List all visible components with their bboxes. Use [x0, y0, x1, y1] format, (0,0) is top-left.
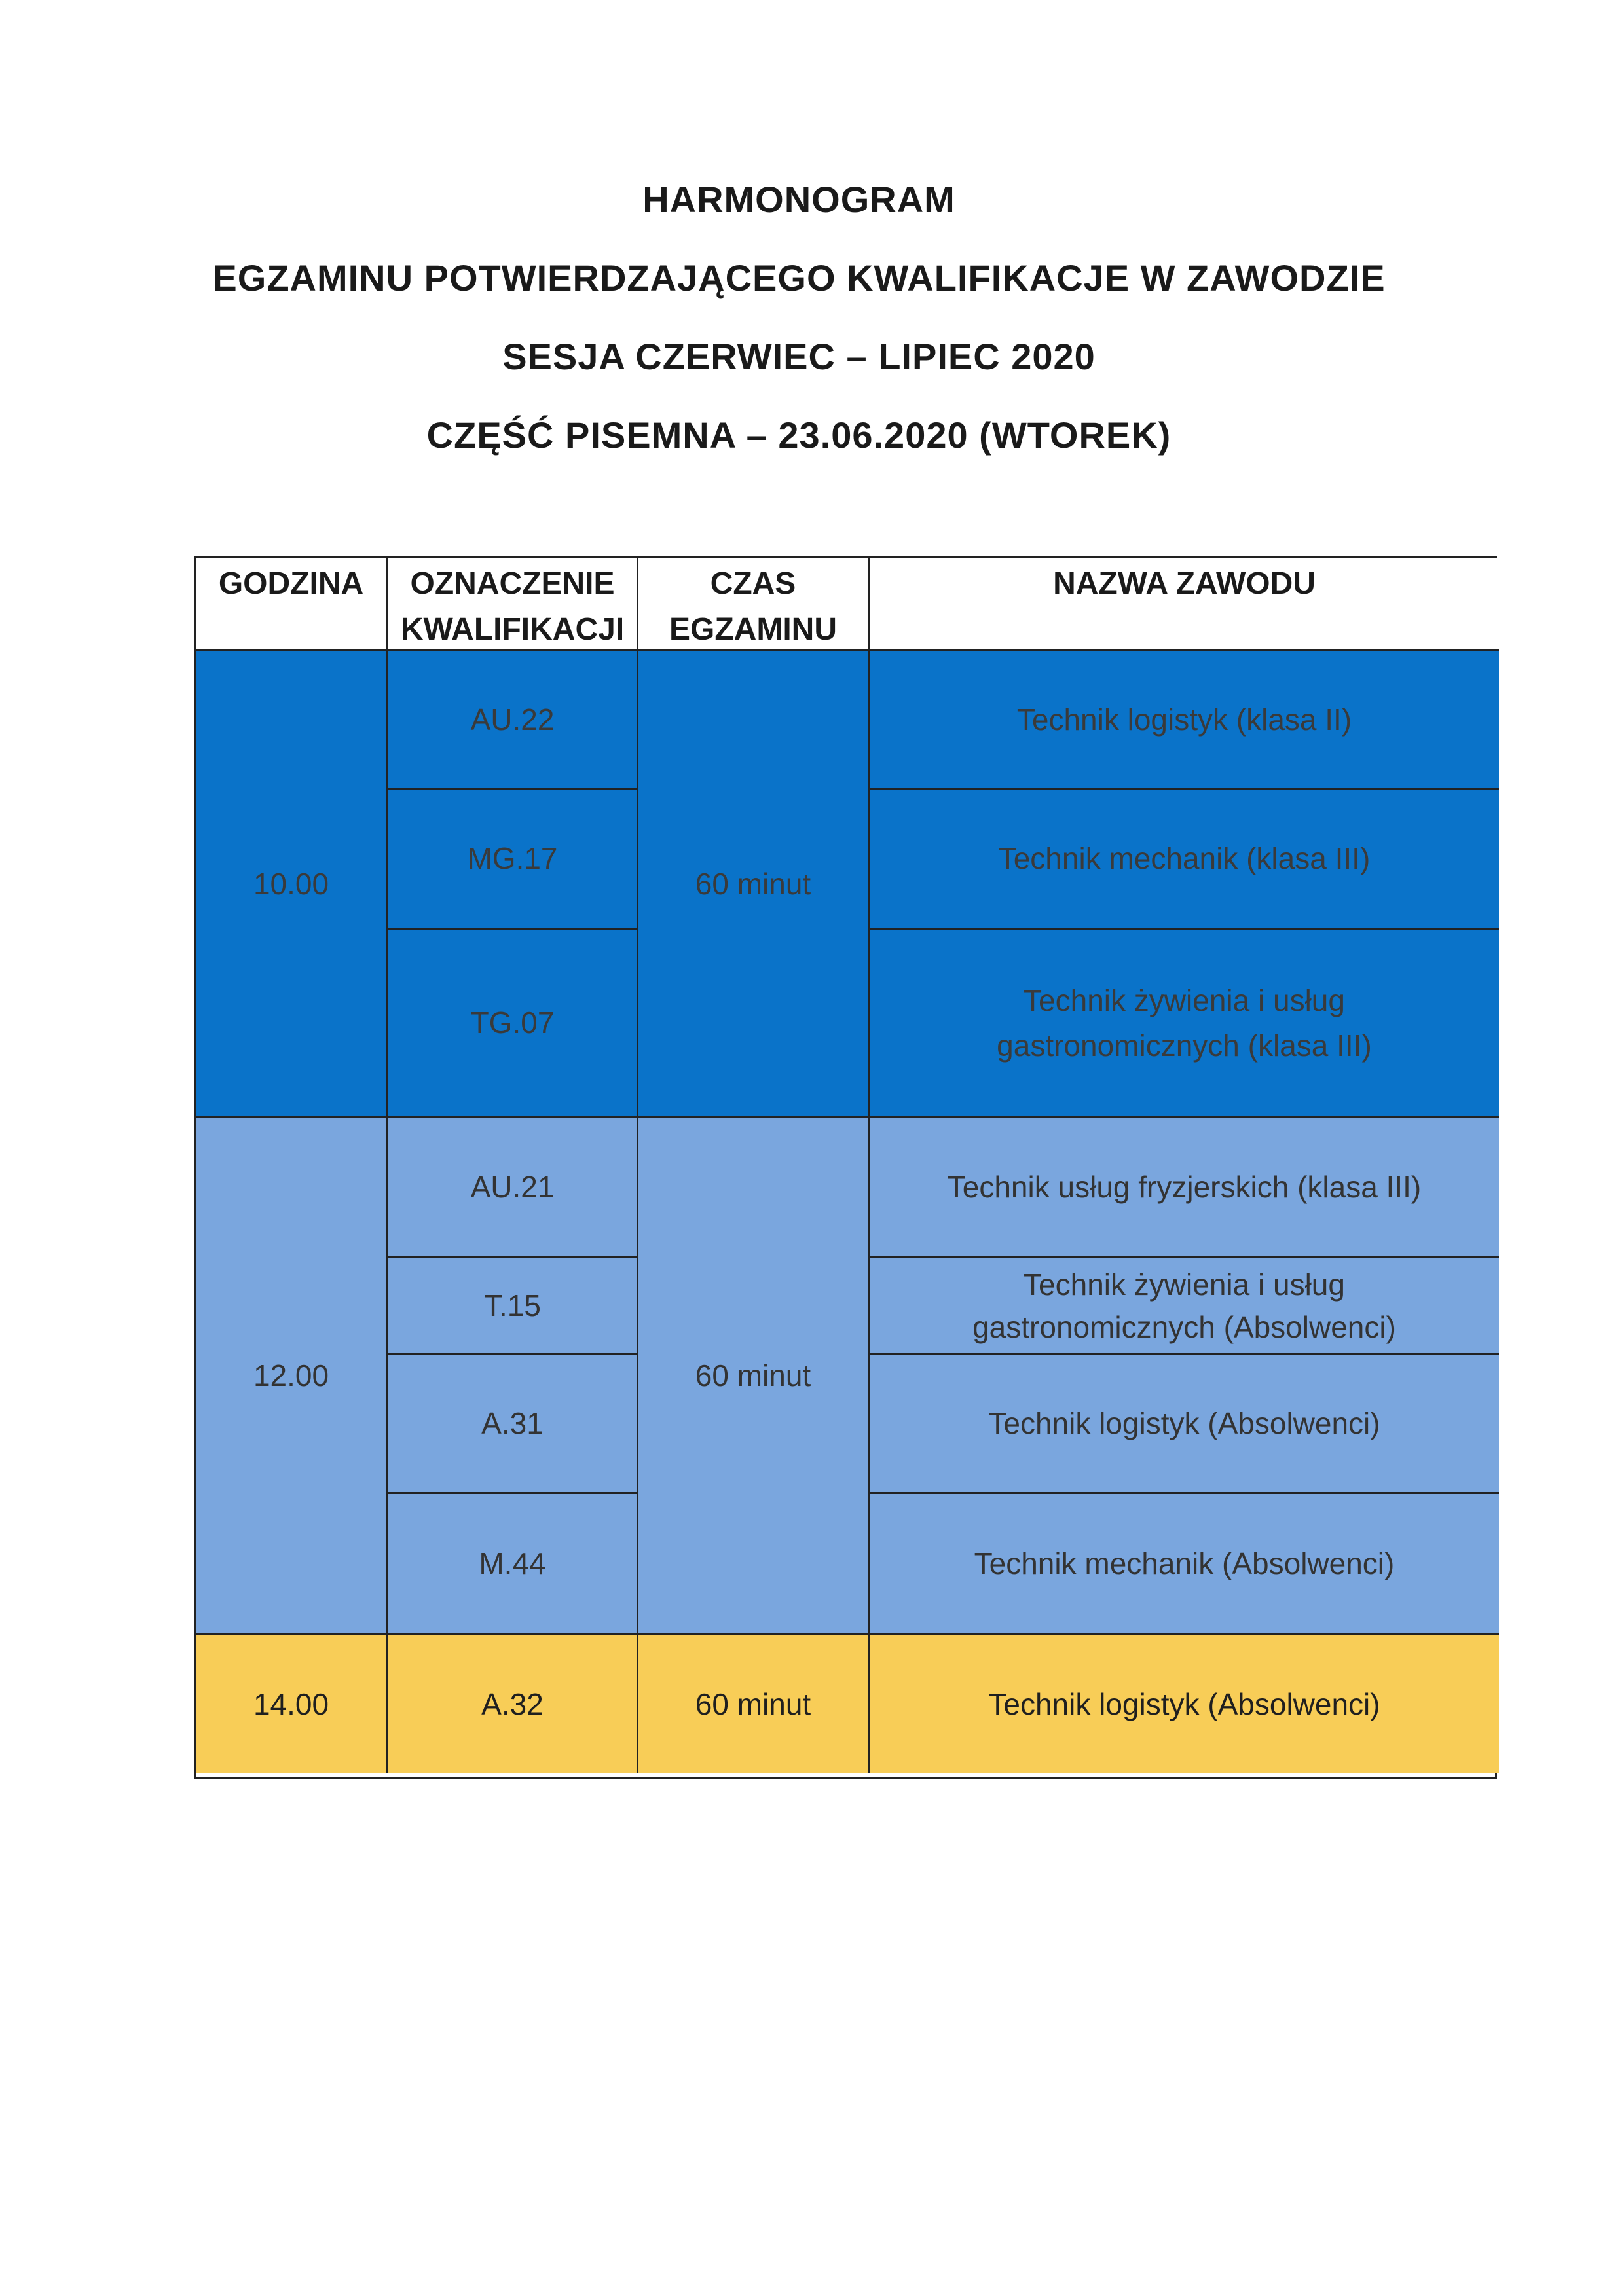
profession-name-cell: Technik logistyk (Absolwenci) — [870, 1355, 1499, 1494]
qualification-code-cell: A.31 — [388, 1355, 638, 1494]
profession-name-cell: Technik mechanik (klasa III) — [870, 790, 1499, 930]
document-title: HARMONOGRAM — [642, 179, 955, 220]
qualification-code-cell: T.15 — [388, 1258, 638, 1355]
header-nazwa: NAZWA ZAWODU — [870, 558, 1499, 651]
qualification-code-cell: AU.21 — [388, 1118, 638, 1258]
profession-name-cell: Technik mechanik (Absolwenci) — [870, 1494, 1499, 1635]
time-cell: 14.00 — [196, 1635, 388, 1773]
qualification-code-cell: A.32 — [388, 1635, 638, 1773]
duration-cell: 60 minut — [638, 651, 870, 1118]
qualification-code-cell: TG.07 — [388, 930, 638, 1118]
profession-name-cell: Technik żywienia i usług gastronomicznych (Absolwenci) — [870, 1258, 1499, 1355]
profession-name-cell: Technik żywienia i usług gastronomicznych (klasa III) — [870, 930, 1499, 1118]
duration-cell: 60 minut — [638, 1635, 870, 1773]
qualification-code-cell: AU.22 — [388, 651, 638, 790]
session-name: SESJA CZERWIEC – LIPIEC 2020 — [502, 336, 1096, 377]
time-cell: 10.00 — [196, 651, 388, 1118]
time-cell: 12.00 — [196, 1118, 388, 1635]
qualification-code-cell: MG.17 — [388, 790, 638, 930]
exam-name: EGZAMINU POTWIERDZAJĄCEGO KWALIFIKACJE W ZAWODZIE — [212, 257, 1386, 299]
header-godzina: GODZINA — [196, 558, 388, 651]
header-czas: CZAS EGZAMINU — [638, 558, 870, 651]
profession-name-cell: Technik logistyk (Absolwenci) — [870, 1635, 1499, 1773]
exam-part-date: CZĘŚĆ PISEMNA – 23.06.2020 (WTOREK) — [426, 414, 1172, 456]
duration-cell: 60 minut — [638, 1118, 870, 1635]
schedule-table — [194, 556, 1497, 1779]
header-oznaczenie: OZNACZENIE KWALIFIKACJI — [388, 558, 638, 651]
qualification-code-cell: M.44 — [388, 1494, 638, 1635]
profession-name-cell: Technik logistyk (klasa II) — [870, 651, 1499, 790]
profession-name-cell: Technik usług fryzjerskich (klasa III) — [870, 1118, 1499, 1258]
